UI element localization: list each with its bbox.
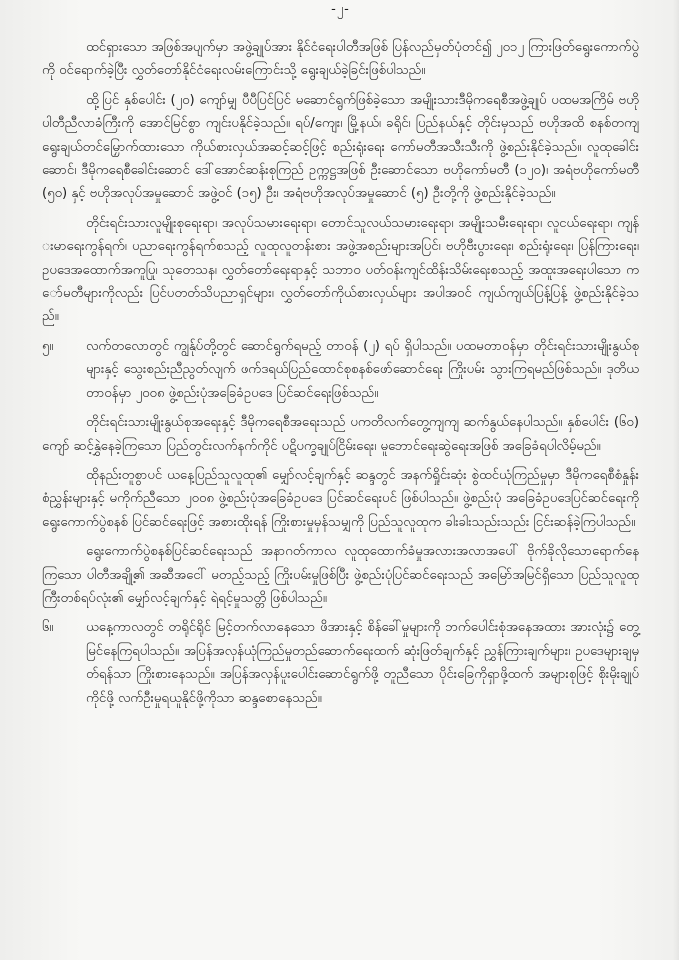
paragraph-8: ယနေ့ကာလတွင် တရိုင်ရိုင် မြင့်တက်လာနေသော ဖိအားနှင့် စိန်ခေါ်မှုများကို ဘက်ပေါင်းစုံအနေအထား အားလုံး၌ တွေ့မြင်နေကြရပါသည်။ အပြန်အလှန်ယုံကြည်မှုတည်ဆောက်ရေးထက် ဆုံးဖြတ်ချက်နှင့် ညွှန်ကြားချက်များ၊ ဥပဒေများချမှတ်ရန်သာ ကြိုးစားနေသည်။ အပြန်အလှန်ပူးပေါင်းဆောင်ရွက်ဖို့ တူညီသော ပိုင်းခြေကိုရှာဖို့ထက် အများစုဖြင့် စိုးမိုးချုပ်ကိုင်ဖို့ လက်ဦးမှုရယူနိုင်ဖို့ကိုသာ ဆန္ဒစောနေသည်။ [86, 620, 639, 706]
paragraph-number: ၅။ [42, 338, 54, 354]
paragraph-4: လက်တလောတွင် ကျွန်ုပ်တို့တွင် ဆောင်ရွက်ရမည့် တာဝန် (၂) ရပ် ရှိပါသည်။ ပထမတာဝန်မှာ တိုင်းရင်းသားမျိုးနွယ်စုများနှင့် သွေးစည်းညီညွတ်လျက် ဖက်ဒရယ်ပြည်ထောင်စုစနစ်ဖော်ဆောင်ရေး ကြိုးပမ်း သွားကြရမည်ဖြစ်သည်။ ဒုတိယတာဝန်မှာ ၂၀၀၈ ဖွဲ့စည်းပုံအခြေခံဥပဒေ ပြင်ဆင်ရေးဖြစ်သည်။ [86, 338, 639, 401]
numbered-paragraph-6 [42, 616, 639, 710]
scan-edge-shadow [673, 0, 679, 960]
paragraph-2: ထို့ပြင် နှစ်ပေါင်း (၂၀) ကျော်မျှ ပီပီပြင်ပြင် မဆောင်ရွက်ဖြစ်ခဲ့သော အမျိုးသားဒီမိုကရေစီအဖွဲ့ချုပ် ပထမအကြိမ် ဗဟိုပါတီညီလာခံကြီးကို အောင်မြင်စွာ ကျင်းပနိုင်ခဲ့သည်။ ရပ်/ကျေး၊ မြို့နယ်၊ ခရိုင်၊ ပြည်နယ်နှင့် တိုင်းမှသည် ဗဟိုအထိ စနစ်တကျ ရွေးချယ်တင်မြှောက်ထားသော ကိုယ်စားလှယ်အဆင့်ဆင့်ဖြင့် စည်းရုံးရေး ကော်မတီအသီးသီးကို ဖွဲ့စည်းနိုင်ခဲ့သည်။ လူထုခေါင်းဆောင်၊ ဒီမိုကရေစီခေါင်းဆောင် ဒေါ်အောင်ဆန်းစုကြည် ဥက္ကဋ္ဌအဖြစ် ဦးဆောင်သော ဗဟိုကော်မတီ (၁၂၀)၊ အရံဗဟိုကော်မတီ (၅၀) နှင့် ဗဟိုအလုပ်အမှုဆောင် အဖွဲ့ဝင် (၁၅) ဦး၊ အရံဗဟိုအလုပ်အမှုဆောင် (၅) ဦးတို့ကို ဖွဲ့စည်းနိုင်ခဲ့သည်။ [42, 92, 639, 202]
page-number: -၂- [331, 2, 350, 17]
paragraph-number: ၆။ [42, 620, 54, 636]
paragraph-3: တိုင်းရင်းသားလူမျိုးစုရေးရာ၊ အလုပ်သမားရေးရာ၊ တောင်သူလယ်သမားရေးရာ၊ အမျိုးသမီးရေးရာ၊ လူငယ်ရေးရာ၊ ကျန်းမာရေးကွန်ရက်၊ ပညာရေးကွန်ရက်စသည့် လူထုလူတန်းစား အဖွဲ့အစည်းများအပြင်၊ ဗဟိုဗီးပွားရေး၊ စည်းရုံးရေး၊ ပြန်ကြားရေး၊ ဥပဒေအထောက်အကူပြု၊ သုတေသန၊ လွှတ်တော်ရေးရာနှင့် သဘာဝ ပတ်ဝန်းကျင်ထိန်းသိမ်းရေးစသည့် အထူးအရေးပါသော ကော်မတီများကိုလည်း ပြင်ပတတ်သိပညာရှင်များ၊ လွှတ်တော်ကိုယ်စားလှယ်များ အပါအဝင် ကျယ်ကျယ်ပြန့်ပြန့် ဖွဲ့စည်းနိုင်ခဲ့သည်။ [42, 215, 639, 325]
paragraph-1: ထင်ရှားသော အဖြစ်အပျက်မှာ အဖွဲ့ချုပ်အား နိုင်ငံရေးပါတီအဖြစ် ပြန်လည်မှတ်ပုံတင်၍ ၂၀၁၂ ကြားဖြတ်ရွေးကောက်ပွဲကို ဝင်ရောက်ခဲ့ပြီး လွှတ်တော်နိုင်ငံရေးလမ်းကြောင်းသို့ ရွေးချယ်ခဲ့ခြင်းဖြစ်ပါသည်။ [42, 40, 639, 79]
paragraph-6: ထိုနည်းတူစွာပင် ယနေ့ပြည်သူလူထု၏ မျှော်လင့်ချက်နှင့် ဆန္ဒတွင် အနက်ရှိုင်းဆုံး စွဲထင်ယုံကြည်မှုမှာ ဒီမိုကရေစီစံနှုန်းစံညွှန်းများနှင့် မကိုက်ညီသော ၂၀၀၈ ဖွဲ့စည်းပုံအခြေခံဥပဒေ ပြင်ဆင်ရေးပင် ဖြစ်ပါသည်။ ဖွဲ့စည်းပုံ အခြေခံဥပဒေပြင်ဆင်ရေးကို ရွေးကောက်ပွဲစနစ် ပြင်ဆင်ရေးဖြင့် အစားထိုးရန် ကြိုးစားမှုမှန်သမျှကို ပြည်သူလူထုက ခါးခါးသည်းသည်း ငြင်းဆန်ခဲ့ကြပါသည်။ [42, 467, 639, 530]
numbered-paragraph-5 [42, 335, 639, 405]
paragraph-5: တိုင်းရင်းသားမျိုးနွယ်စုအရေးနှင့် ဒီမိုကရေစီအရေးသည် ပကတိလက်တွေ့ကျကျ ဆက်နွယ်နေပါသည်။ နှစ်ပေါင်း (၆၀) ကျော် ဆင့်နွှဲနေခဲ့ကြသော ပြည်တွင်းလက်နက်ကိုင် ပဋိပက္ခချုပ်ငြိမ်းရေး၊ မူဘောင်ရေးဆွဲရေးအဖြစ် အခြေခံရပါလိမ့်မည်။ [42, 415, 639, 454]
paragraph-7: ရွေးကောက်ပွဲစနစ်ပြင်ဆင်ရေးသည် အနာဂတ်ကာလ လူထုထောက်ခံမှုအလားအလာအပေါ် ဗိုက်ခိုလိုသောရောက်နေကြသော ပါတီအချို့၏ အဆီအငေါ် မတည့်သည့် ကြိုးပမ်းမှုဖြစ်ပြီး ဖွဲ့စည်းပုံပြင်ဆင်ရေးသည် အမြော်အမြင်ရှိသော ပြည်သူလူထုကြီးတစ်ရပ်လုံး၏ မျှော်လင့်ချက်နှင့် ရဲရင့်မှုသတ္တိ ဖြစ်ပါသည်။ [42, 544, 639, 606]
